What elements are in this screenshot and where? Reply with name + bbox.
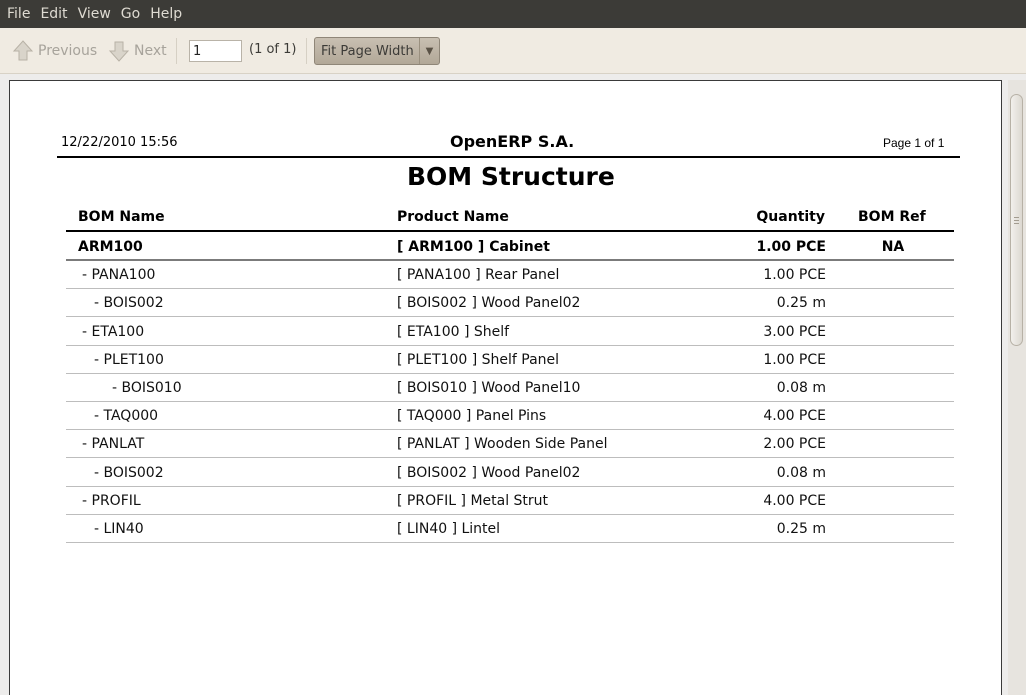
product-name-cell: [ PLET100 ] Shelf Panel <box>397 351 560 368</box>
bom-name-cell: - BOIS002 <box>94 464 164 481</box>
header-divider <box>57 156 960 158</box>
column-header-quantity: Quantity <box>756 209 825 225</box>
report-title: BOM Structure <box>407 162 615 191</box>
grip-line <box>1014 217 1019 218</box>
company-name: OpenERP S.A. <box>450 132 575 151</box>
product-name-cell: [ BOIS002 ] Wood Panel02 <box>397 464 581 481</box>
table-row <box>66 318 954 346</box>
quantity-cell: 1.00 PCE <box>763 267 826 284</box>
quantity-cell: 0.08 m <box>776 464 826 481</box>
product-name-cell: [ PANLAT ] Wooden Side Panel <box>397 436 608 453</box>
previous-label: Previous <box>38 43 98 59</box>
bom-name-cell: - ETA100 <box>82 323 145 340</box>
bom-name-cell: - BOIS010 <box>112 380 182 396</box>
toolbar-separator <box>306 38 307 64</box>
menu-edit[interactable]: Edit <box>40 6 68 22</box>
menu-help[interactable]: Help <box>150 6 183 22</box>
quantity-cell: 0.25 m <box>776 521 826 537</box>
bom-name-cell: - PLET100 <box>94 351 164 368</box>
page-number-input[interactable] <box>189 40 242 62</box>
table-header-divider <box>66 230 954 232</box>
product-name-cell: [ ARM100 ] Cabinet <box>397 239 550 255</box>
next-button[interactable] <box>108 36 167 66</box>
zoom-value: Fit Page Width <box>321 43 414 59</box>
quantity-cell: 1.00 PCE <box>756 239 826 255</box>
table-row <box>66 459 954 487</box>
product-name-cell: [ PANA100 ] Rear Panel <box>397 267 560 284</box>
page-count: (1 of 1) <box>249 42 297 57</box>
product-name-cell: [ ETA100 ] Shelf <box>397 323 510 340</box>
zoom-select[interactable] <box>314 37 440 65</box>
product-name-cell: [ BOIS010 ] Wood Panel10 <box>397 380 581 396</box>
bom-ref-cell: NA <box>881 239 905 255</box>
grip-line <box>1014 223 1019 224</box>
table-row <box>66 374 954 402</box>
bom-name-cell: - TAQ000 <box>94 408 159 425</box>
page-indicator: Page 1 of 1 <box>883 136 945 150</box>
quantity-cell: 0.08 m <box>776 380 826 396</box>
bom-name-cell: ARM100 <box>78 239 143 255</box>
table-row <box>66 402 954 430</box>
product-name-cell: [ BOIS002 ] Wood Panel02 <box>397 295 581 312</box>
report-date: 12/22/2010 15:56 <box>61 135 178 150</box>
quantity-cell: 1.00 PCE <box>763 351 826 368</box>
table-row <box>66 430 954 458</box>
bom-name-cell: - PANLAT <box>82 436 145 453</box>
menu-view[interactable]: View <box>77 6 111 22</box>
toolbar <box>0 28 1026 74</box>
dropdown-arrow-icon: ▼ <box>419 38 439 64</box>
bom-name-cell: - PANA100 <box>82 267 156 284</box>
menu-file[interactable]: File <box>7 6 31 22</box>
quantity-cell: 4.00 PCE <box>763 408 826 425</box>
quantity-cell: 2.00 PCE <box>763 436 826 453</box>
product-name-cell: [ TAQ000 ] Panel Pins <box>397 408 547 425</box>
down-arrow-icon <box>108 39 130 63</box>
table-row <box>66 515 954 543</box>
table-row <box>66 346 954 374</box>
previous-button[interactable] <box>12 36 97 66</box>
table-row <box>66 289 954 317</box>
bom-name-cell: - BOIS002 <box>94 295 164 312</box>
product-name-cell: [ LIN40 ] Lintel <box>397 521 501 537</box>
table-row <box>66 261 954 289</box>
column-header-product-name: Product Name <box>397 209 509 225</box>
vertical-scrollbar[interactable] <box>1008 80 1026 695</box>
quantity-cell: 0.25 m <box>776 295 826 312</box>
up-arrow-icon <box>12 39 34 63</box>
next-label: Next <box>134 43 167 59</box>
column-header-bom-name: BOM Name <box>78 209 165 225</box>
column-header-bom-ref: BOM Ref <box>858 209 926 225</box>
table-row <box>66 233 954 261</box>
document-viewport <box>0 74 1026 695</box>
scrollbar-thumb[interactable] <box>1010 94 1023 346</box>
table-row <box>66 487 954 515</box>
grip-line <box>1014 220 1019 221</box>
menu-bar <box>0 0 1026 28</box>
bom-name-cell: - LIN40 <box>94 521 144 537</box>
menu-go[interactable]: Go <box>120 6 141 22</box>
report-page <box>9 80 1002 695</box>
quantity-cell: 4.00 PCE <box>763 492 826 509</box>
quantity-cell: 3.00 PCE <box>763 323 826 340</box>
product-name-cell: [ PROFIL ] Metal Strut <box>397 492 549 509</box>
toolbar-separator <box>176 38 177 64</box>
bom-name-cell: - PROFIL <box>82 492 141 509</box>
